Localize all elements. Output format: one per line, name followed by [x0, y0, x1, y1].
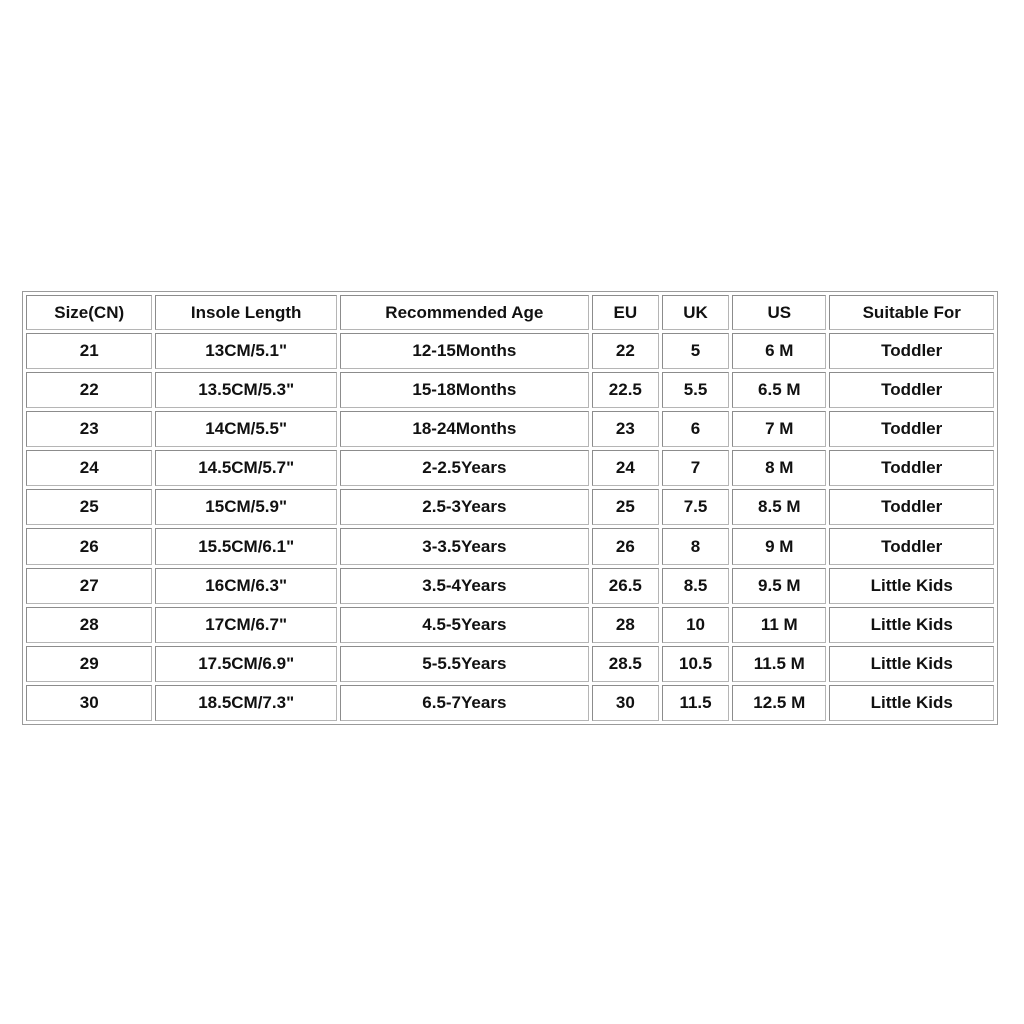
cell-recommended-age: 3.5-4Years [340, 568, 589, 604]
cell-size-cn: 30 [26, 685, 152, 721]
cell-us: 12.5 M [732, 685, 826, 721]
cell-insole-length: 15.5CM/6.1" [155, 528, 337, 564]
cell-insole-length: 14CM/5.5" [155, 411, 337, 447]
header-us: US [732, 295, 826, 330]
cell-size-cn: 22 [26, 372, 152, 408]
table-row [26, 685, 994, 721]
cell-recommended-age: 2.5-3Years [340, 489, 589, 525]
cell-suitable-for: Toddler [829, 528, 994, 564]
cell-insole-length: 15CM/5.9" [155, 489, 337, 525]
cell-suitable-for: Little Kids [829, 685, 994, 721]
cell-us: 6 M [732, 333, 826, 369]
cell-us: 7 M [732, 411, 826, 447]
table-row [26, 646, 994, 682]
cell-eu: 28.5 [592, 646, 659, 682]
header-eu: EU [592, 295, 659, 330]
cell-recommended-age: 15-18Months [340, 372, 589, 408]
cell-eu: 23 [592, 411, 659, 447]
cell-recommended-age: 12-15Months [340, 333, 589, 369]
header-uk: UK [662, 295, 729, 330]
table-row [26, 411, 994, 447]
cell-us: 6.5 M [732, 372, 826, 408]
cell-recommended-age: 5-5.5Years [340, 646, 589, 682]
cell-us: 9 M [732, 528, 826, 564]
cell-recommended-age: 2-2.5Years [340, 450, 589, 486]
cell-eu: 22 [592, 333, 659, 369]
cell-size-cn: 27 [26, 568, 152, 604]
size-table [23, 292, 997, 724]
cell-insole-length: 14.5CM/5.7" [155, 450, 337, 486]
cell-uk: 5.5 [662, 372, 729, 408]
table-row [26, 607, 994, 643]
cell-uk: 10.5 [662, 646, 729, 682]
cell-eu: 30 [592, 685, 659, 721]
cell-uk: 7 [662, 450, 729, 486]
cell-recommended-age: 4.5-5Years [340, 607, 589, 643]
header-size-cn: Size(CN) [26, 295, 152, 330]
cell-suitable-for: Toddler [829, 411, 994, 447]
header-suitable-for: Suitable For [829, 295, 994, 330]
cell-us: 11.5 M [732, 646, 826, 682]
cell-size-cn: 21 [26, 333, 152, 369]
cell-suitable-for: Little Kids [829, 607, 994, 643]
cell-eu: 24 [592, 450, 659, 486]
cell-insole-length: 18.5CM/7.3" [155, 685, 337, 721]
cell-uk: 6 [662, 411, 729, 447]
cell-suitable-for: Toddler [829, 450, 994, 486]
cell-eu: 22.5 [592, 372, 659, 408]
cell-suitable-for: Toddler [829, 489, 994, 525]
cell-size-cn: 25 [26, 489, 152, 525]
cell-suitable-for: Little Kids [829, 568, 994, 604]
header-recommended-age: Recommended Age [340, 295, 589, 330]
cell-size-cn: 23 [26, 411, 152, 447]
cell-us: 8 M [732, 450, 826, 486]
cell-suitable-for: Toddler [829, 372, 994, 408]
table-row [26, 489, 994, 525]
cell-suitable-for: Toddler [829, 333, 994, 369]
cell-us: 8.5 M [732, 489, 826, 525]
cell-insole-length: 13CM/5.1" [155, 333, 337, 369]
cell-insole-length: 17.5CM/6.9" [155, 646, 337, 682]
table-row [26, 372, 994, 408]
cell-eu: 25 [592, 489, 659, 525]
table-row [26, 568, 994, 604]
cell-uk: 7.5 [662, 489, 729, 525]
header-row [26, 295, 994, 330]
cell-recommended-age: 18-24Months [340, 411, 589, 447]
cell-eu: 28 [592, 607, 659, 643]
cell-uk: 5 [662, 333, 729, 369]
table-row [26, 333, 994, 369]
cell-size-cn: 24 [26, 450, 152, 486]
size-chart [22, 291, 998, 725]
header-insole-length: Insole Length [155, 295, 337, 330]
cell-uk: 8.5 [662, 568, 729, 604]
cell-insole-length: 13.5CM/5.3" [155, 372, 337, 408]
cell-uk: 10 [662, 607, 729, 643]
cell-us: 9.5 M [732, 568, 826, 604]
cell-recommended-age: 6.5-7Years [340, 685, 589, 721]
cell-eu: 26 [592, 528, 659, 564]
cell-recommended-age: 3-3.5Years [340, 528, 589, 564]
cell-size-cn: 26 [26, 528, 152, 564]
table-row [26, 450, 994, 486]
cell-uk: 8 [662, 528, 729, 564]
cell-us: 11 M [732, 607, 826, 643]
cell-size-cn: 28 [26, 607, 152, 643]
cell-eu: 26.5 [592, 568, 659, 604]
cell-insole-length: 17CM/6.7" [155, 607, 337, 643]
cell-insole-length: 16CM/6.3" [155, 568, 337, 604]
cell-uk: 11.5 [662, 685, 729, 721]
cell-suitable-for: Little Kids [829, 646, 994, 682]
table-row [26, 528, 994, 564]
cell-size-cn: 29 [26, 646, 152, 682]
